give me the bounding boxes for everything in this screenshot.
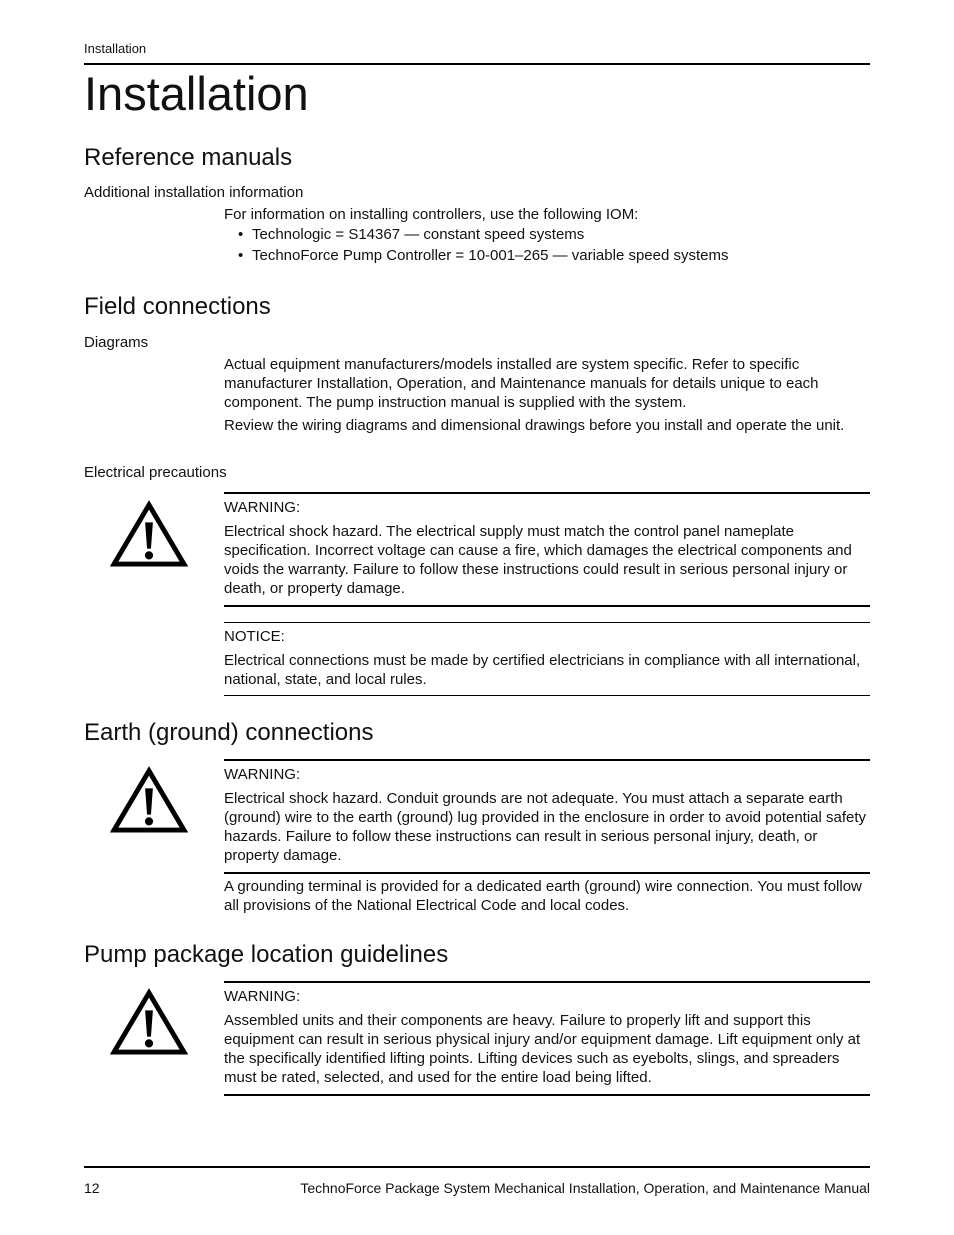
electrical-precautions-heading: Electrical precautions [84, 464, 227, 481]
warning-text: Assembled units and their components are heavy. Failure to properly lift and support this equipment can result in serious physical injury and/or equipment damage. Lift equipment only at the specifically identified lifting points. Lifting devices such as eyebolts, slings, and spreaders must be rated, selected, and used for the entire load being lifted. [224, 1012, 861, 1086]
reference-manuals-heading: Reference manuals [84, 144, 293, 171]
diagrams-body [224, 355, 870, 435]
header-rule [84, 63, 870, 65]
field-connections-heading: Field connections [84, 293, 271, 320]
pump-location-heading: Pump package location guidelines [84, 941, 449, 968]
page-number: 12 [84, 1180, 100, 1196]
warning-text: Electrical shock hazard. The electrical supply must match the control panel nameplate specification. Incorrect voltage can cause a fire, which damages the electrical components and voids the warranty. Failure to follow these instructions could result in serious personal injury or death, or property damage. [224, 523, 852, 597]
warning-text: Electrical shock hazard. Conduit grounds are not adequate. You must attach a separate earth (ground) wire to the earth (ground) lug provided in the enclosure in order to avoid potential safety hazards. Failure to follow these instructions can result in serious personal injury, death, or property damage. [224, 790, 867, 864]
diagrams-heading: Diagrams [84, 334, 149, 351]
warning-conduit-grounds [224, 759, 870, 874]
earth-connections-heading: Earth (ground) connections [84, 719, 374, 746]
grounding-paragraph: A grounding terminal is provided for a dedicated earth (ground) wire connection. You must follow all provisions of the National Electrical Code and local codes. [224, 878, 862, 914]
warning-label: WARNING: [224, 766, 301, 783]
warning-triangle-icon [110, 988, 188, 1056]
notice-label: NOTICE: [224, 628, 285, 645]
footer-rule [84, 1166, 870, 1168]
reference-list [224, 224, 870, 266]
running-header: Installation [84, 41, 147, 56]
notice-certified-electricians [224, 622, 870, 696]
warning-heavy-components [224, 981, 870, 1096]
warning-triangle-icon [110, 766, 188, 834]
diagrams-paragraph-1: Actual equipment manufacturers/models installed are system specific. Refer to specific manufacturer Installation, Operation, and Maintenance manuals for details unique to each component. The pump instruction manual is supplied with the system. [224, 356, 819, 411]
additional-installation-info-heading: Additional installation information [84, 184, 304, 201]
grounding-terminal-body [224, 877, 870, 915]
reference-manuals-body [224, 205, 870, 266]
list-item: • Technologic = S14367 — constant speed systems [238, 224, 870, 245]
list-item: • TechnoForce Pump Controller = 10-001–265 — variable speed systems [238, 245, 870, 266]
reference-intro: For information on installing controllers, use the following IOM: [224, 206, 639, 223]
notice-text: Electrical connections must be made by certified electricians in compliance with all international, national, state, and local rules. [224, 652, 861, 688]
warning-label: WARNING: [224, 988, 301, 1005]
page-title: Installation [84, 67, 309, 120]
footer-manual-title: TechnoForce Package System Mechanical Installation, Operation, and Maintenance Manual [300, 1180, 870, 1196]
diagrams-paragraph-2: Review the wiring diagrams and dimensional drawings before you install and operate the unit. [224, 417, 845, 434]
warning-triangle-icon [110, 500, 188, 568]
warning-electrical-supply [224, 492, 870, 607]
warning-label: WARNING: [224, 499, 301, 516]
